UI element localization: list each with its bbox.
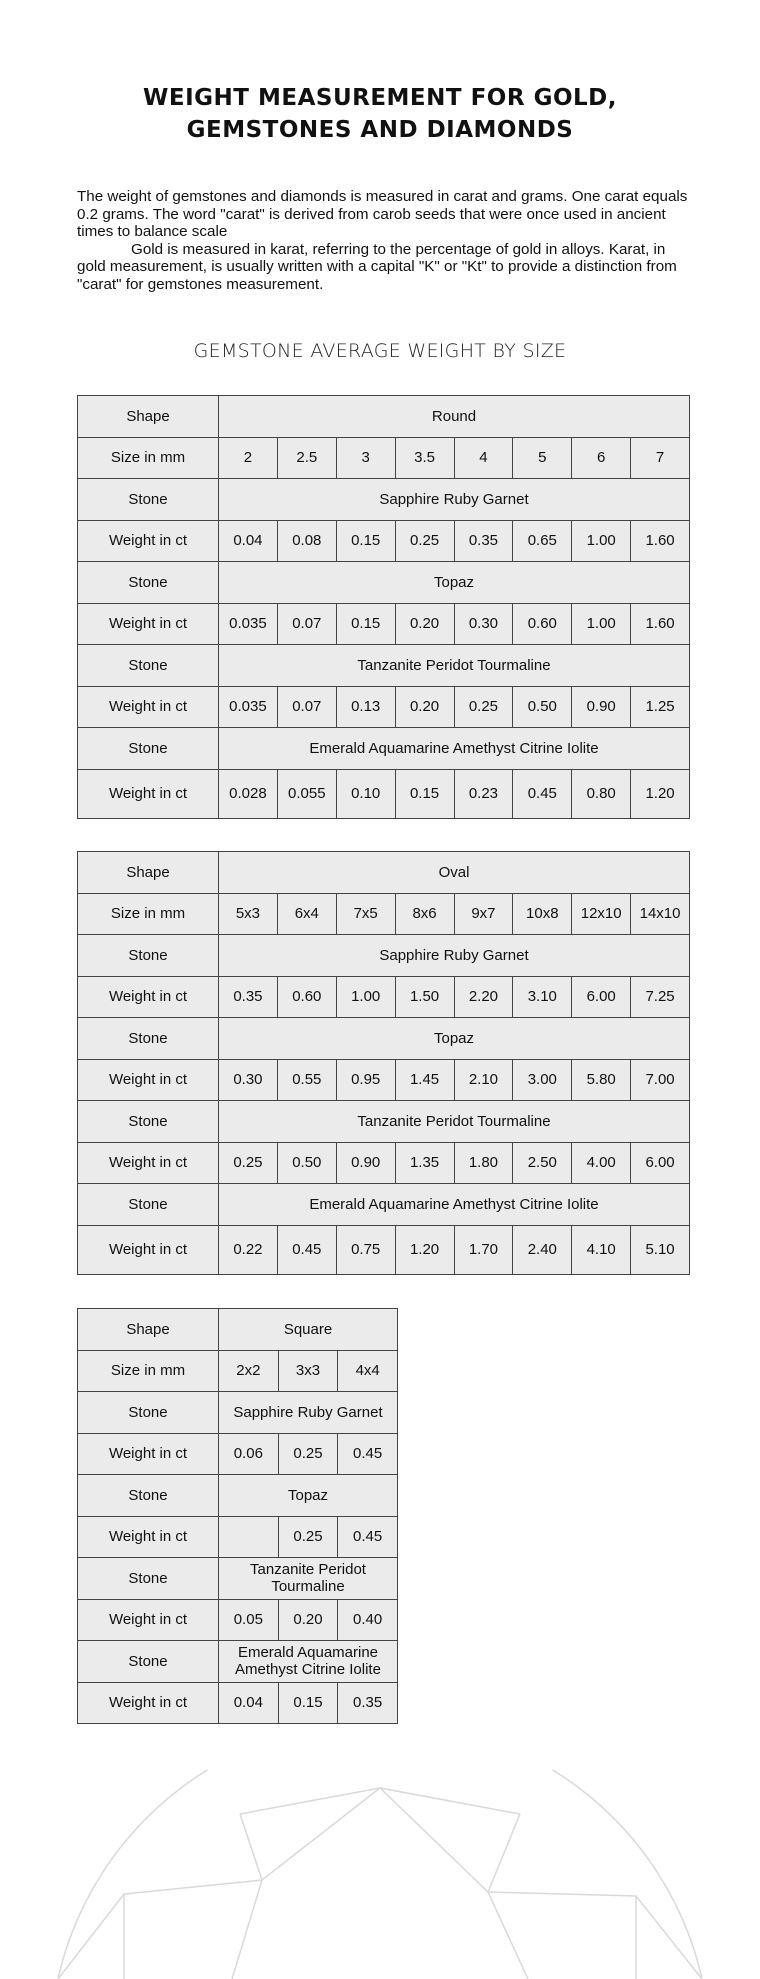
- weight-cell: [219, 1516, 279, 1558]
- weight-cell: 2.40: [513, 1225, 572, 1274]
- shape-label: Shape: [78, 1309, 219, 1351]
- size-cell: 4: [454, 437, 513, 479]
- intro-text: [77, 188, 691, 293]
- intro-paragraph-carat: The weight of gemstones and diamonds is measured in carat and grams. One carat equals 0.2 grams. The word "carat" is derived from carob seeds that were once used in ancient times to balance scale: [77, 188, 688, 240]
- weight-cell: 0.07: [277, 603, 336, 645]
- weight-cell: 0.50: [277, 1142, 336, 1184]
- page-title-line-1: WEIGHT MEASUREMENT FOR GOLD,: [143, 85, 617, 111]
- weight-cell: 1.00: [572, 520, 631, 562]
- stone-name: Emerald Aquamarine Amethyst Citrine Iolite: [219, 728, 690, 770]
- stone-label: Stone: [78, 935, 219, 977]
- weight-cell: 0.80: [572, 769, 631, 818]
- page-title: [0, 82, 760, 146]
- stone-label: Stone: [78, 479, 219, 521]
- size-cell: 12x10: [572, 893, 631, 935]
- weight-cell: 0.95: [336, 1059, 395, 1101]
- weight-label: Weight in ct: [78, 603, 219, 645]
- size-cell: 10x8: [513, 893, 572, 935]
- stone-row: [78, 1558, 398, 1600]
- page-title-line-2: GEMSTONES AND DIAMONDS: [186, 117, 574, 143]
- stone-label: Stone: [78, 645, 219, 687]
- shape-value: Square: [219, 1309, 398, 1351]
- weight-cell: 0.04: [219, 1682, 279, 1724]
- stone-name: Emerald Aquamarine Amethyst Citrine Iolite: [219, 1641, 398, 1683]
- weight-cell: 0.90: [572, 686, 631, 728]
- stone-label: Stone: [78, 1641, 219, 1683]
- weight-cell: 0.20: [395, 603, 454, 645]
- stone-row: [78, 1184, 690, 1226]
- size-cell: 5x3: [219, 893, 278, 935]
- size-row: [78, 437, 690, 479]
- size-label: Size in mm: [78, 437, 219, 479]
- weight-cell: 0.60: [513, 603, 572, 645]
- stone-row: [78, 645, 690, 687]
- size-cell: 5: [513, 437, 572, 479]
- stone-row: [78, 1392, 398, 1434]
- weight-cell: 3.10: [513, 976, 572, 1018]
- weight-cell: 0.15: [336, 520, 395, 562]
- weight-cell: 0.15: [395, 769, 454, 818]
- shape-label: Shape: [78, 396, 219, 438]
- shape-row: [78, 396, 690, 438]
- weight-cell: 0.45: [338, 1433, 398, 1475]
- weight-label: Weight in ct: [78, 1682, 219, 1724]
- weight-cell: 3.00: [513, 1059, 572, 1101]
- weight-cell: 0.40: [338, 1599, 398, 1641]
- weight-cell: 0.055: [277, 769, 336, 818]
- weight-cell: 1.20: [395, 1225, 454, 1274]
- section-title: GEMSTONE AVERAGE WEIGHT BY SIZE: [193, 340, 567, 362]
- weight-label: Weight in ct: [78, 1059, 219, 1101]
- intro-paragraph-karat: Gold is measured in karat, referring to the percentage of gold in alloys. Karat, in gold measurement, is usually written with a capital "K" or "Kt" to provide a distinction from "carat" for gemstones measurement.: [77, 240, 677, 293]
- weight-cell: 1.45: [395, 1059, 454, 1101]
- weight-cell: 2.50: [513, 1142, 572, 1184]
- weight-row: [78, 1516, 398, 1558]
- stone-row: [78, 728, 690, 770]
- size-cell: 3: [336, 437, 395, 479]
- weight-cell: 0.22: [219, 1225, 278, 1274]
- stone-label: Stone: [78, 1392, 219, 1434]
- square-weight-table: [77, 1308, 398, 1724]
- stone-label: Stone: [78, 1558, 219, 1600]
- weight-cell: 0.10: [336, 769, 395, 818]
- weight-cell: 1.50: [395, 976, 454, 1018]
- stone-row: [78, 1641, 398, 1683]
- stone-label: Stone: [78, 1018, 219, 1060]
- size-cell: 8x6: [395, 893, 454, 935]
- weight-cell: 0.035: [219, 603, 278, 645]
- weight-cell: 0.35: [338, 1682, 398, 1724]
- weight-row: [78, 520, 690, 562]
- weight-cell: 0.04: [219, 520, 278, 562]
- weight-row: [78, 1682, 398, 1724]
- weight-cell: 0.035: [219, 686, 278, 728]
- weight-cell: 0.15: [278, 1682, 338, 1724]
- weight-label: Weight in ct: [78, 520, 219, 562]
- oval-weight-table: [77, 851, 690, 1275]
- weight-row: [78, 603, 690, 645]
- weight-cell: 0.15: [336, 603, 395, 645]
- weight-row: [78, 1225, 690, 1274]
- stone-row: [78, 562, 690, 604]
- weight-label: Weight in ct: [78, 1142, 219, 1184]
- weight-cell: 0.20: [278, 1599, 338, 1641]
- weight-cell: 0.45: [513, 769, 572, 818]
- weight-cell: 0.25: [219, 1142, 278, 1184]
- size-cell: 3.5: [395, 437, 454, 479]
- weight-cell: 1.20: [631, 769, 690, 818]
- stone-row: [78, 479, 690, 521]
- weight-cell: 7.00: [631, 1059, 690, 1101]
- weight-cell: 0.06: [219, 1433, 279, 1475]
- stone-row: [78, 1475, 398, 1517]
- size-label: Size in mm: [78, 893, 219, 935]
- stone-name: Emerald Aquamarine Amethyst Citrine Iolite: [219, 1184, 690, 1226]
- weight-cell: 0.30: [454, 603, 513, 645]
- weight-row: [78, 769, 690, 818]
- weight-cell: 5.10: [631, 1225, 690, 1274]
- weight-cell: 1.60: [631, 603, 690, 645]
- weight-cell: 0.50: [513, 686, 572, 728]
- size-cell: 4x4: [338, 1350, 398, 1392]
- weight-cell: 4.10: [572, 1225, 631, 1274]
- shape-row: [78, 852, 690, 894]
- stone-name: Topaz: [219, 562, 690, 604]
- size-cell: 3x3: [278, 1350, 338, 1392]
- weight-cell: 0.55: [277, 1059, 336, 1101]
- weight-cell: 6.00: [631, 1142, 690, 1184]
- weight-cell: 5.80: [572, 1059, 631, 1101]
- weight-label: Weight in ct: [78, 1516, 219, 1558]
- shape-row: [78, 1309, 398, 1351]
- weight-cell: 1.25: [631, 686, 690, 728]
- stone-label: Stone: [78, 1184, 219, 1226]
- round-weight-table: [77, 395, 690, 819]
- weight-cell: 1.35: [395, 1142, 454, 1184]
- weight-cell: 0.07: [277, 686, 336, 728]
- stone-name: Tanzanite Peridot Tourmaline: [219, 1101, 690, 1143]
- weight-label: Weight in ct: [78, 1433, 219, 1475]
- shape-label: Shape: [78, 852, 219, 894]
- weight-row: [78, 1433, 398, 1475]
- size-cell: 2x2: [219, 1350, 279, 1392]
- weight-cell: 0.25: [278, 1516, 338, 1558]
- weight-cell: 0.25: [278, 1433, 338, 1475]
- stone-row: [78, 935, 690, 977]
- weight-cell: 4.00: [572, 1142, 631, 1184]
- weight-cell: 0.13: [336, 686, 395, 728]
- weight-cell: 0.08: [277, 520, 336, 562]
- size-cell: 7: [631, 437, 690, 479]
- size-cell: 7x5: [336, 893, 395, 935]
- weight-cell: 0.25: [395, 520, 454, 562]
- stone-label: Stone: [78, 1475, 219, 1517]
- size-cell: 2: [219, 437, 278, 479]
- weight-cell: 0.25: [454, 686, 513, 728]
- stone-name: Tanzanite Peridot Tourmaline: [219, 1558, 398, 1600]
- stone-label: Stone: [78, 562, 219, 604]
- weight-row: [78, 1059, 690, 1101]
- stone-name: Topaz: [219, 1475, 398, 1517]
- stone-label: Stone: [78, 728, 219, 770]
- weight-cell: 1.60: [631, 520, 690, 562]
- shape-value: Round: [219, 396, 690, 438]
- weight-cell: 0.90: [336, 1142, 395, 1184]
- weight-cell: 0.30: [219, 1059, 278, 1101]
- weight-row: [78, 1599, 398, 1641]
- shape-value: Oval: [219, 852, 690, 894]
- weight-cell: 0.45: [338, 1516, 398, 1558]
- weight-row: [78, 976, 690, 1018]
- stone-label: Stone: [78, 1101, 219, 1143]
- weight-cell: 0.05: [219, 1599, 279, 1641]
- size-cell: 14x10: [631, 893, 690, 935]
- weight-cell: 0.20: [395, 686, 454, 728]
- weight-cell: 1.80: [454, 1142, 513, 1184]
- weight-label: Weight in ct: [78, 1599, 219, 1641]
- weight-row: [78, 686, 690, 728]
- weight-cell: 0.028: [219, 769, 278, 818]
- weight-cell: 7.25: [631, 976, 690, 1018]
- stone-row: [78, 1018, 690, 1060]
- weight-cell: 0.35: [454, 520, 513, 562]
- weight-row: [78, 1142, 690, 1184]
- stone-name: Tanzanite Peridot Tourmaline: [219, 645, 690, 687]
- weight-cell: 0.23: [454, 769, 513, 818]
- weight-cell: 0.75: [336, 1225, 395, 1274]
- weight-cell: 1.70: [454, 1225, 513, 1274]
- size-row: [78, 1350, 398, 1392]
- stone-name: Topaz: [219, 1018, 690, 1060]
- weight-label: Weight in ct: [78, 1225, 219, 1274]
- weight-cell: 0.45: [277, 1225, 336, 1274]
- weight-cell: 1.00: [572, 603, 631, 645]
- size-cell: 6: [572, 437, 631, 479]
- weight-cell: 0.35: [219, 976, 278, 1018]
- diamond-outline-icon: [0, 1770, 760, 1979]
- size-label: Size in mm: [78, 1350, 219, 1392]
- stone-name: Sapphire Ruby Garnet: [219, 1392, 398, 1434]
- stone-name: Sapphire Ruby Garnet: [219, 935, 690, 977]
- weight-cell: 2.20: [454, 976, 513, 1018]
- stone-name: Sapphire Ruby Garnet: [219, 479, 690, 521]
- weight-label: Weight in ct: [78, 976, 219, 1018]
- size-cell: 6x4: [277, 893, 336, 935]
- weight-label: Weight in ct: [78, 769, 219, 818]
- size-cell: 9x7: [454, 893, 513, 935]
- size-row: [78, 893, 690, 935]
- weight-cell: 6.00: [572, 976, 631, 1018]
- weight-cell: 2.10: [454, 1059, 513, 1101]
- stone-row: [78, 1101, 690, 1143]
- weight-cell: 1.00: [336, 976, 395, 1018]
- weight-cell: 0.60: [277, 976, 336, 1018]
- size-cell: 2.5: [277, 437, 336, 479]
- weight-cell: 0.65: [513, 520, 572, 562]
- weight-label: Weight in ct: [78, 686, 219, 728]
